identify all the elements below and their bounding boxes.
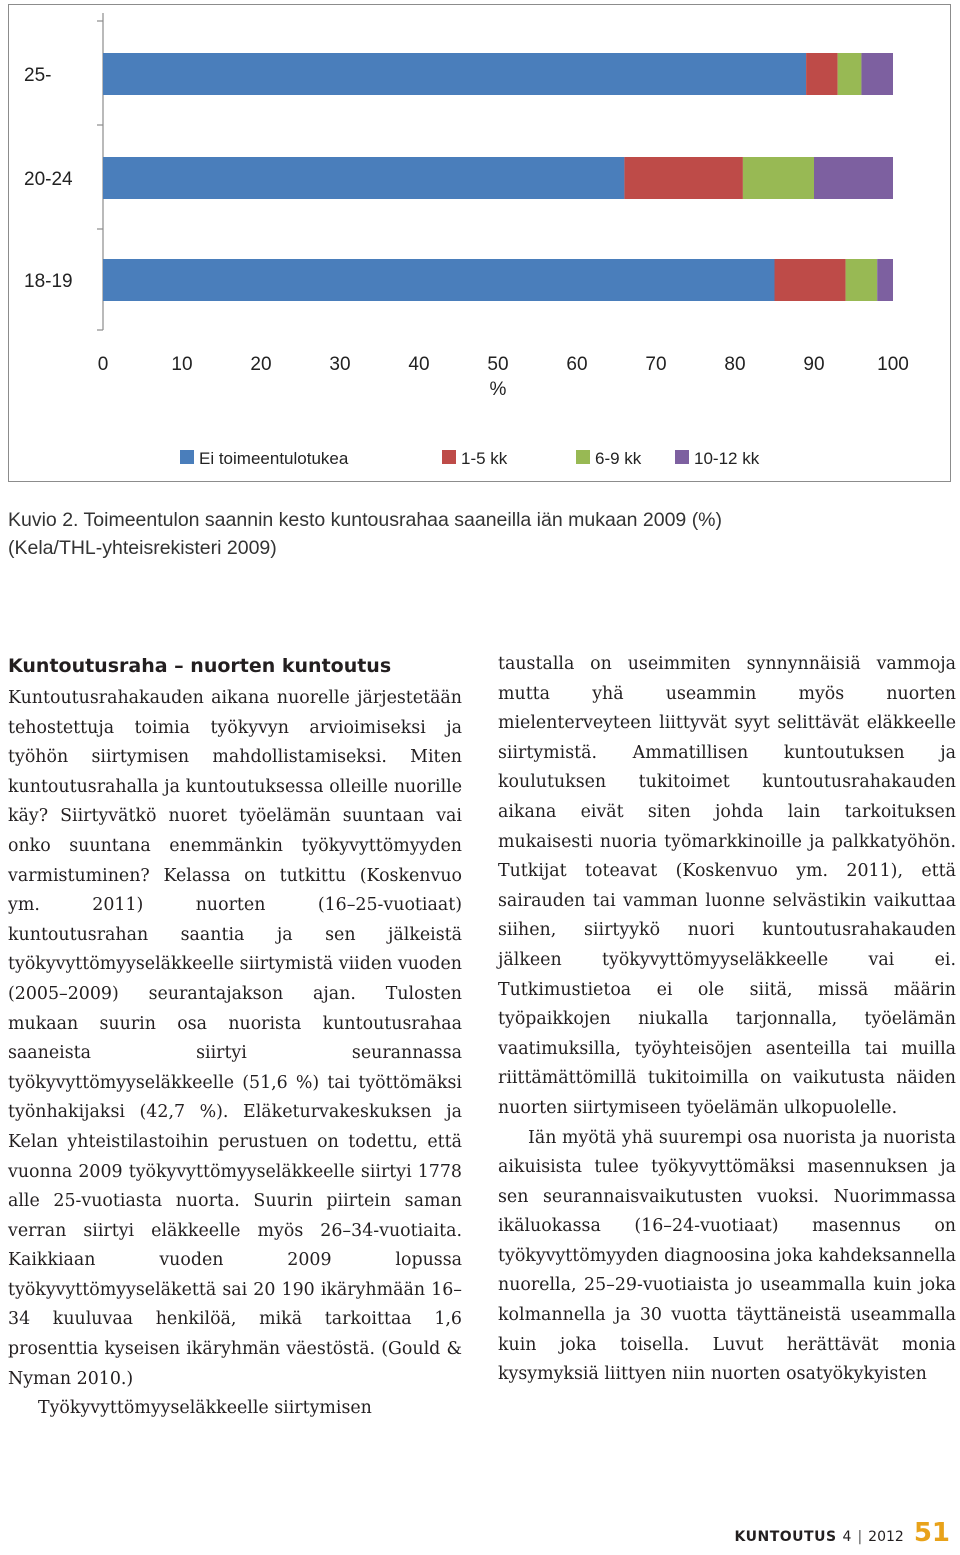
issue-year: 2012 (868, 1529, 904, 1545)
x-tick-label: 10 (171, 354, 193, 375)
figure-caption (8, 506, 948, 562)
article-paragraph: Työkyvyttömyyseläkkeelle siirtymisen (38, 1398, 372, 1419)
page-footer (735, 1518, 950, 1548)
article-column-1 (8, 650, 462, 1424)
x-tick-label: 70 (645, 354, 667, 375)
chart-frame (8, 4, 951, 482)
legend-label: 10-12 kk (694, 449, 760, 468)
x-tick-label: 40 (408, 354, 430, 375)
bar-segment (846, 259, 878, 301)
bar-segment (775, 259, 846, 301)
x-tick-label: 90 (803, 354, 825, 375)
bar-segment (877, 259, 893, 301)
issue-number: 4 (842, 1529, 852, 1545)
x-tick-label: 100 (877, 354, 909, 375)
bar-segment (806, 53, 838, 95)
bar-segment (861, 53, 893, 95)
legend-swatch (442, 450, 456, 464)
x-tick-label: 80 (724, 354, 746, 375)
article-paragraph: taustalla on useimmiten synnynnäisiä vammoja mutta yhä useammin myös nuorten mielenterveyteen liittyvät syyt selittävät eläkkeelle siirtymistä. Ammatillisen kuntoutuksen ja koulutuksen tukitoimet kuntoutusrahakauden aikana eivät siten johda lain tarkoituksen mukaisesti nuoria työmarkkinoille ja palkkatyöhön. Tutkijat toteavat (Koskenvuo ym. 2011), että sairauden tai vamman luonne selvästikin vaikuttaa siihen, siirtyykö nuori kuntoutusrahakauden jälkeen työkyvyttömyyseläkkeelle vai ei. Tutkimustietoa ei ole siitä, missä määrin työpaikkojen niukalla tarjonnalla, työelämän vaatimuksilla, työyhteisöjen asenteilla tai muilla riittämättömillä tukitoimilla on vaikutusta näiden nuorten siirtymiseen työelämän ulkopuolelle. (498, 654, 956, 1118)
x-tick-label: 50 (487, 354, 509, 375)
magazine-name: KUNTOUTUS (734, 1529, 837, 1545)
article-heading: Kuntoutusraha – nuorten kuntoutus (8, 655, 392, 677)
legend-swatch (180, 450, 194, 464)
stacked-bar-chart (9, 5, 949, 480)
category-label: 25- (24, 65, 52, 86)
page-number: 51 (913, 1518, 950, 1548)
bar-segment (103, 259, 775, 301)
bar-segment (103, 53, 806, 95)
legend-label: 6-9 kk (595, 449, 642, 468)
x-tick-label: 30 (329, 354, 351, 375)
caption-line-2: (Kela/THL-yhteisrekisteri 2009) (8, 537, 277, 559)
bar-segment (743, 157, 814, 199)
article-paragraph: Kuntoutusrahakauden aikana nuorelle järjestetään tehostettuja toimia työkyvyn arvioimiseksi ja työhön siirtymisen mahdollistamiseksi. Miten kuntoutusrahalla ja kuntoutuksessa olleille nuorille käy? Siirtyvätkö nuoret työelämän suuntaan vai onko suuntana enemmänkin työkyvyttömyyden varmistuminen? Kelassa on tutkittu (Koskenvuo ym. 2011) nuorten (16–25-vuotiaat) kuntoutusrahan saantia ja sen jälkeistä työkyvyttömyyseläkkeelle siirtymistä viiden vuoden (2005–2009) seurantajakson ajan. Tulosten mukaan suurin osa nuorista kuntoutusrahaa saaneista siirtyi seurannassa työkyvyttömyyseläkkeelle (51,6 %) tai työttömäksi työnhakijaksi (42,7 %). Eläketurvakeskuksen ja Kelan yhteistilastoihin perustuen on todettu, että vuonna 2009 työkyvyttömyyseläkkeelle siirtyi 1778 alle 25-vuotiasta nuorta. Suurin piirtein saman verran siirtyi eläkkeelle myös 26–34-vuotiaita. Kaikkiaan vuoden 2009 lopussa työkyvyttömyyseläkettä sai 20 190 ikäryhmään 16–34 kuuluvaa henkilöä, mikä tarkoittaa 1,6 prosenttia kyseisen ikäryhmän väestöstä. (Gould & Nyman 2010.) (8, 688, 462, 1389)
x-tick-label: 60 (566, 354, 588, 375)
category-label: 18-19 (24, 271, 73, 292)
bar-segment (838, 53, 862, 95)
legend-swatch (675, 450, 689, 464)
x-tick-label: 20 (250, 354, 272, 375)
x-tick-label: 0 (97, 354, 109, 375)
caption-line-1: Kuvio 2. Toimeentulon saannin kesto kuntousrahaa saaneilla iän mukaan 2009 (%) (8, 509, 723, 531)
legend-swatch (576, 450, 590, 464)
legend-label: Ei toimeentulotukea (199, 449, 349, 468)
footer-separator: | (857, 1529, 863, 1545)
bar-segment (624, 157, 743, 199)
x-axis-label: % (489, 379, 507, 400)
category-label: 20-24 (24, 169, 73, 190)
legend-label: 1-5 kk (461, 449, 508, 468)
bar-segment (814, 157, 893, 199)
article-column-2 (498, 650, 956, 1390)
article-paragraph: Iän myötä yhä suurempi osa nuorista ja nuorista aikuisista tulee työkyvyttömäksi masennuksen ja sen seurannaisvaikutusten vuoksi. Nuorimmassa ikäluokassa (16–24-vuotiaat) masennus on työkyvyttömyyden diagnoosina joka kahdeksannella nuorella, 25–29-vuotiaista jo useammalla kuin joka kolmannella ja 30 vuotta täyttäneistä useammalla kuin joka toisella. Luvut herättävät monia kysymyksiä liittyen niin nuorten osatyökykyisten (498, 1127, 956, 1385)
bar-segment (103, 157, 624, 199)
